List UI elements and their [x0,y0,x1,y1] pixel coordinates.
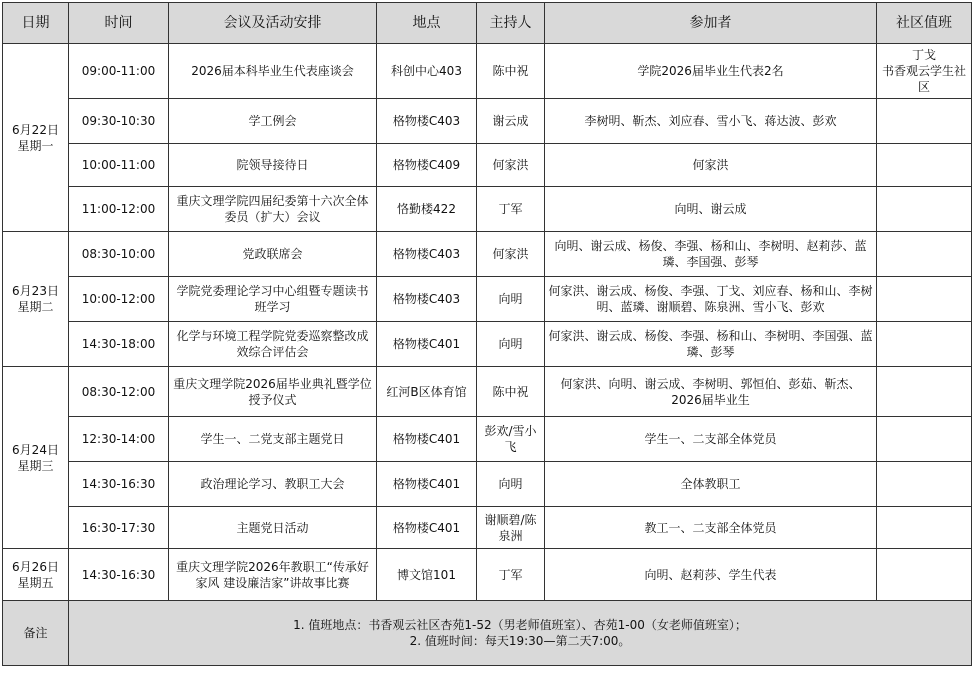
header-time: 时间 [69,3,169,44]
table-row [3,507,972,549]
host-cell: 向明 [477,277,545,322]
duty-cell-empty [877,277,972,322]
event-cell: 政治理论学习、教职工大会 [169,462,377,507]
table-row [3,99,972,144]
attendees-cell: 学院2026届毕业生代表2名 [545,44,877,99]
weekday-label: 星期三 [17,458,54,473]
date-label: 6月24日 [12,442,59,457]
schedule-table [2,2,972,666]
event-cell: 学生一、二党支部主题党日 [169,417,377,462]
place-cell: 格物楼C403 [377,277,477,322]
event-cell: 学工例会 [169,99,377,144]
attendees-cell: 何家洪、谢云成、杨俊、李强、杨和山、李树明、李国强、蓝璘、彭琴 [545,322,877,367]
time-cell: 14:30-16:30 [69,462,169,507]
event-cell: 主题党日活动 [169,507,377,549]
host-cell: 陈中祝 [477,44,545,99]
host-cell: 何家洪 [477,232,545,277]
event-cell: 学院党委理论学习中心组暨专题读书班学习 [169,277,377,322]
header-event: 会议及活动安排 [169,3,377,44]
time-cell: 11:00-12:00 [69,187,169,232]
event-cell: 化学与环境工程学院党委巡察整改成效综合评估会 [169,322,377,367]
time-cell: 10:00-11:00 [69,144,169,187]
host-cell: 丁军 [477,187,545,232]
duty-cell-empty [877,417,972,462]
event-cell: 重庆文理学院四届纪委第十六次全体委员（扩大）会议 [169,187,377,232]
table-row [3,367,972,417]
event-cell: 2026届本科毕业生代表座谈会 [169,44,377,99]
header-attendees: 参加者 [545,3,877,44]
table-row [3,322,972,367]
duty-cell-empty [877,187,972,232]
table-row [3,232,972,277]
table-row [3,549,972,601]
notes-row [3,601,972,666]
time-cell: 16:30-17:30 [69,507,169,549]
attendees-cell: 学生一、二支部全体党员 [545,417,877,462]
date-label: 6月26日 [12,559,59,574]
host-cell: 陈中祝 [477,367,545,417]
attendees-cell: 全体教职工 [545,462,877,507]
header-place: 地点 [377,3,477,44]
host-cell: 彭欢/雪小飞 [477,417,545,462]
table-row [3,44,972,99]
event-cell: 院领导接待日 [169,144,377,187]
date-cell [3,549,69,601]
time-cell: 09:00-11:00 [69,44,169,99]
weekday-label: 星期一 [17,138,54,153]
duty-cell-empty [877,232,972,277]
table-row [3,417,972,462]
place-cell: 格物楼C403 [377,232,477,277]
place-cell: 格物楼C401 [377,507,477,549]
note-line: 1. 值班地点：书香观云社区杏苑1-52（男老师值班室）、杏苑1-00（女老师值班室）； [293,618,747,632]
attendees-cell: 向明、谢云成 [545,187,877,232]
host-cell: 向明 [477,462,545,507]
time-cell: 09:30-10:30 [69,99,169,144]
attendees-cell: 何家洪 [545,144,877,187]
place-cell: 格物楼C401 [377,462,477,507]
place-cell: 红河B区体育馆 [377,367,477,417]
duty-cell-empty [877,462,972,507]
attendees-cell: 教工一、二支部全体党员 [545,507,877,549]
date-cell [3,367,69,549]
place-cell: 格物楼C403 [377,99,477,144]
header-row [3,3,972,44]
place-cell: 博文馆101 [377,549,477,601]
duty-cell-empty [877,322,972,367]
header-date: 日期 [3,3,69,44]
notes-label: 备注 [3,601,69,666]
duty-cell-empty [877,507,972,549]
attendees-cell: 向明、赵莉莎、学生代表 [545,549,877,601]
place-cell: 格物楼C409 [377,144,477,187]
table-row [3,277,972,322]
table-row [3,462,972,507]
time-cell: 08:30-12:00 [69,367,169,417]
duty-cell-empty [877,367,972,417]
time-cell: 12:30-14:00 [69,417,169,462]
time-cell: 10:00-12:00 [69,277,169,322]
place-cell: 恪勤楼422 [377,187,477,232]
time-cell: 14:30-18:00 [69,322,169,367]
event-cell: 重庆文理学院2026届毕业典礼暨学位授予仪式 [169,367,377,417]
duty-cell-empty [877,99,972,144]
place-cell: 格物楼C401 [377,417,477,462]
note-line: 2. 值班时间：每天19:30—第二天7:00。 [409,634,631,648]
attendees-cell: 何家洪、谢云成、杨俊、李强、丁戈、刘应春、杨和山、李树明、蓝璘、谢顺碧、陈泉洲、雪小飞、彭欢 [545,277,877,322]
table-row [3,187,972,232]
time-cell: 14:30-16:30 [69,549,169,601]
weekday-label: 星期二 [17,300,54,314]
date-label: 6月22日 [12,122,59,137]
host-cell: 何家洪 [477,144,545,187]
event-cell: 重庆文理学院2026年教职工“传承好家风 建设廉洁家”讲故事比赛 [169,549,377,601]
duty-cell [877,44,972,99]
notes-body [69,601,972,666]
header-host: 主持人 [477,3,545,44]
weekday-label: 星期五 [17,575,54,590]
date-label: 6月23日 [12,284,59,298]
table-row [3,144,972,187]
event-cell: 党政联席会 [169,232,377,277]
host-cell: 丁军 [477,549,545,601]
place-cell: 科创中心403 [377,44,477,99]
duty-cell-empty [877,144,972,187]
place-cell: 格物楼C401 [377,322,477,367]
time-cell: 08:30-10:00 [69,232,169,277]
host-cell: 谢云成 [477,99,545,144]
date-cell [3,44,69,232]
attendees-cell: 向明、谢云成、杨俊、李强、杨和山、李树明、赵莉莎、蓝璘、李国强、彭琴 [545,232,877,277]
duty-place: 书香观云学生社区 [881,64,966,94]
duty-cell-empty [877,549,972,601]
host-cell: 向明 [477,322,545,367]
attendees-cell: 何家洪、向明、谢云成、李树明、郭恒伯、彭茹、靳杰、2026届毕业生 [545,367,877,417]
attendees-cell: 李树明、靳杰、刘应春、雪小飞、蒋达波、彭欢 [545,99,877,144]
duty-name: 丁戈 [911,48,936,62]
host-cell: 谢顺碧/陈泉洲 [477,507,545,549]
date-cell [3,232,69,367]
header-duty: 社区值班 [877,3,972,44]
